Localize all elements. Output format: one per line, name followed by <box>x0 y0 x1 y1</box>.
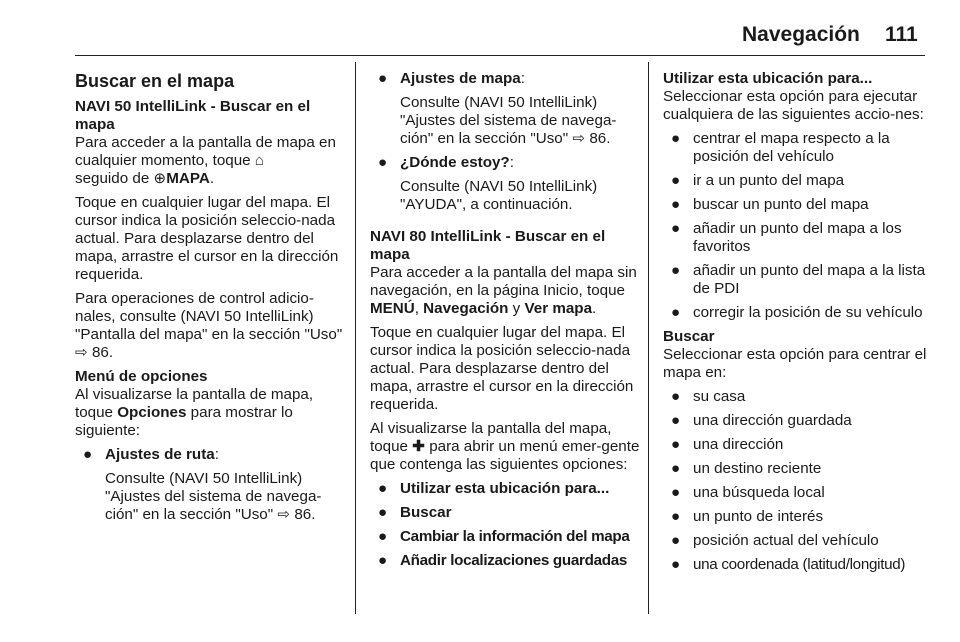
list-item: ● un punto de interés <box>671 508 824 525</box>
item-description: Consulte (NAVI 50 IntelliLink) "Ajustes del sistema de navega-ción" en la sección "Uso" ⇨ 86. <box>105 470 322 523</box>
navi50-paragraph: Toque en cualquier lugar del mapa. El cursor indica la posición seleccio-nada actual. Para desplazarse dentro del mapa, arrastre el cursor en la dirección requerida. <box>75 194 339 283</box>
popup-options-list <box>370 480 640 570</box>
bullet-icon: ● <box>671 556 681 573</box>
list-item: ● su casa <box>671 388 746 405</box>
page-number: 111 <box>885 23 918 46</box>
list-item: ● Utilizar esta ubicación para... <box>378 480 610 497</box>
section-heading: Buscar en el mapa <box>75 71 235 91</box>
list-item: ● una dirección <box>671 436 784 453</box>
list-item: ● añadir un punto del mapa a la lista de PDI <box>671 262 926 297</box>
list-item: ● un destino reciente <box>671 460 822 477</box>
options-list <box>370 70 640 88</box>
page-header <box>0 23 960 58</box>
use-location-title: Utilizar esta ubicación para... <box>663 70 873 87</box>
search-list <box>663 388 933 574</box>
bullet-icon: ● <box>378 70 388 87</box>
column-2 <box>370 70 640 576</box>
navi80-paragraph: Para acceder a la pantalla del mapa sin navegación, en la página Inicio, toque MENÚ, Navegación y Ver mapa. <box>370 264 637 317</box>
home-icon: ⌂ <box>254 152 265 169</box>
bullet-icon: ● <box>671 436 681 453</box>
bullet-icon: ● <box>671 220 681 237</box>
list-item: ● corregir la posición de su vehículo <box>671 304 923 321</box>
column-divider <box>355 62 356 614</box>
list-item: ● centrar el mapa respecto a la posición del vehículo <box>671 130 890 165</box>
reference-arrow-icon: ⇨ <box>277 506 291 523</box>
list-item: ● posición actual del vehículo <box>671 532 879 549</box>
map-label: MAPA <box>166 170 210 187</box>
bullet-icon: ● <box>671 460 681 477</box>
bullet-icon: ● <box>83 446 93 463</box>
reference-arrow-icon: ⇨ <box>75 344 88 361</box>
menu-options-title: Menú de opciones <box>75 368 208 385</box>
bullet-icon: ● <box>378 154 388 171</box>
list-item: ● Añadir localizaciones guardadas <box>378 552 628 569</box>
use-location-list <box>663 130 933 322</box>
navi80-paragraph: Al visualizarse la pantalla del mapa, toque ✚ para abrir un menú emer-gente que contenga las siguientes opciones: <box>370 420 640 473</box>
navi80-title: NAVI 80 IntelliLink - Buscar en el mapa <box>370 228 606 263</box>
list-item: ● Ajustes de mapa: <box>378 70 525 87</box>
bullet-icon: ● <box>378 552 388 569</box>
item-description: Consulte (NAVI 50 IntelliLink) "AYUDA", a continuación. <box>400 178 598 213</box>
bullet-icon: ● <box>671 172 681 189</box>
bullet-icon: ● <box>378 528 388 545</box>
item-description: Consulte (NAVI 50 IntelliLink) "Ajustes del sistema de navega-ción" en la sección "Uso" ⇨ 86. <box>400 94 617 147</box>
list-item: ● Ajustes de ruta: <box>83 446 219 463</box>
list-item: ● una dirección guardada <box>671 412 852 429</box>
bullet-icon: ● <box>671 304 681 321</box>
bullet-icon: ● <box>671 532 681 549</box>
bullet-icon: ● <box>671 130 681 147</box>
use-location-paragraph: Seleccionar esta opción para ejecutar cualquiera de las siguientes accio-nes: <box>663 88 924 123</box>
section-title: Navegación <box>742 23 860 46</box>
bullet-icon: ● <box>671 196 681 213</box>
search-title: Buscar <box>663 328 715 345</box>
column-1 <box>75 70 347 530</box>
navi80-paragraph: Toque en cualquier lugar del mapa. El cursor indica la posición seleccio-nada actual. Para desplazarse dentro del mapa, arrastre el cursor en la dirección requerida. <box>370 324 634 413</box>
bullet-icon: ● <box>378 504 388 521</box>
reference-arrow-icon: ⇨ <box>572 130 586 147</box>
column-divider <box>648 62 649 614</box>
options-list <box>75 446 347 464</box>
list-item: ● buscar un punto del mapa <box>671 196 869 213</box>
column-3 <box>663 70 933 580</box>
bullet-icon: ● <box>671 388 681 405</box>
navi50-paragraph: Para acceder a la pantalla de mapa en cualquier momento, toque ⌂ seguido de ⊕MAPA. <box>75 134 336 187</box>
bullet-icon: ● <box>671 508 681 525</box>
navi50-title: NAVI 50 IntelliLink - Buscar en el mapa <box>75 98 311 133</box>
navi50-paragraph: Para operaciones de control adicio-nales, consulte (NAVI 50 IntelliLink) "Pantalla del mapa" en la sección "Uso" ⇨ 86. <box>75 290 343 361</box>
header-rule <box>75 55 925 56</box>
options-list <box>370 154 640 172</box>
bullet-icon: ● <box>671 484 681 501</box>
list-item: ● añadir un punto del mapa a los favoritos <box>671 220 902 255</box>
list-item: ● ¿Dónde estoy?: <box>378 154 514 171</box>
bullet-icon: ● <box>378 480 388 497</box>
plus-icon: ✚ <box>412 438 425 455</box>
menu-paragraph: Al visualizarse la pantalla de mapa, toque Opciones para mostrar lo siguiente: <box>75 386 314 439</box>
bullet-icon: ● <box>671 412 681 429</box>
list-item: ● ir a un punto del mapa <box>671 172 845 189</box>
search-paragraph: Seleccionar esta opción para centrar el mapa en: <box>663 346 927 381</box>
bullet-icon: ● <box>671 262 681 279</box>
list-item: ● una búsqueda local <box>671 484 825 501</box>
list-item: ● una coordenada (latitud/longitud) <box>671 556 906 573</box>
list-item: ● Cambiar la información del mapa <box>378 528 630 545</box>
map-icon: ⊕ <box>153 170 167 187</box>
list-item: ● Buscar <box>378 504 452 521</box>
